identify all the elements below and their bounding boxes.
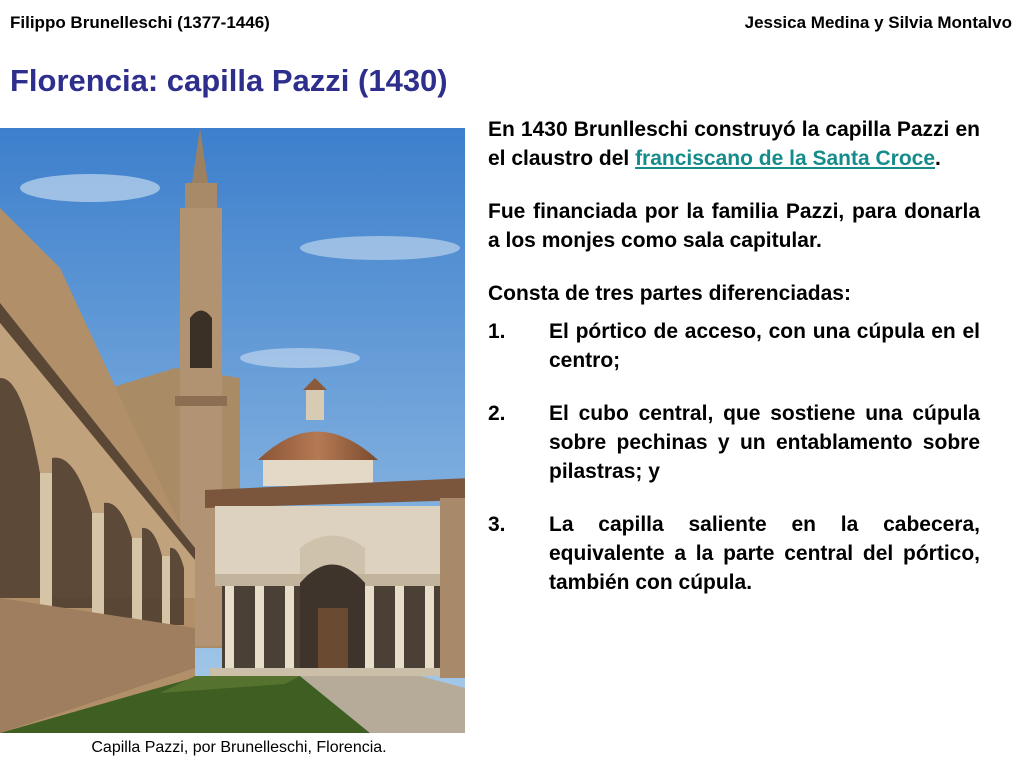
paragraph-financing: Fue financiada por la familia Pazzi, para donarla a los monjes como sala capitular. <box>488 200 980 252</box>
list-text: El pórtico de acceso, con una cúpula en el centro; <box>549 320 980 372</box>
intro-text: En 1430 Brunlleschi construyó la capilla Pazzi en el claustro del <box>488 118 980 170</box>
pazzi-chapel-photo <box>0 128 465 733</box>
list-item <box>488 317 980 375</box>
parts-list <box>488 317 980 597</box>
list-number: 1. <box>488 320 506 343</box>
paragraph-intro <box>488 115 980 173</box>
paragraph-parts-intro: Consta de tres partes diferenciadas: <box>488 282 851 305</box>
list-item <box>488 399 980 486</box>
list-item <box>488 510 980 597</box>
list-number: 3. <box>488 513 506 536</box>
santa-croce-link[interactable]: franciscano de la Santa Croce <box>635 147 936 170</box>
header-presenters: Jessica Medina y Silvia Montalvo <box>744 13 1012 32</box>
list-text: El cubo central, que sostiene una cúpula sobre pechinas y un entablamento sobre pilastras; y <box>549 402 980 483</box>
content-text <box>488 115 980 621</box>
slide-title: Florencia: capilla Pazzi (1430) <box>10 63 448 98</box>
photo-caption: Capilla Pazzi, por Brunelleschi, Florencia. <box>91 739 387 756</box>
list-text: La capilla saliente en la cabecera, equivalente a la parte central del pórtico, también con cúpula. <box>549 513 980 594</box>
list-number: 2. <box>488 402 506 425</box>
intro-period: . <box>935 147 941 170</box>
header-author: Filippo Brunelleschi (1377-1446) <box>10 13 270 32</box>
